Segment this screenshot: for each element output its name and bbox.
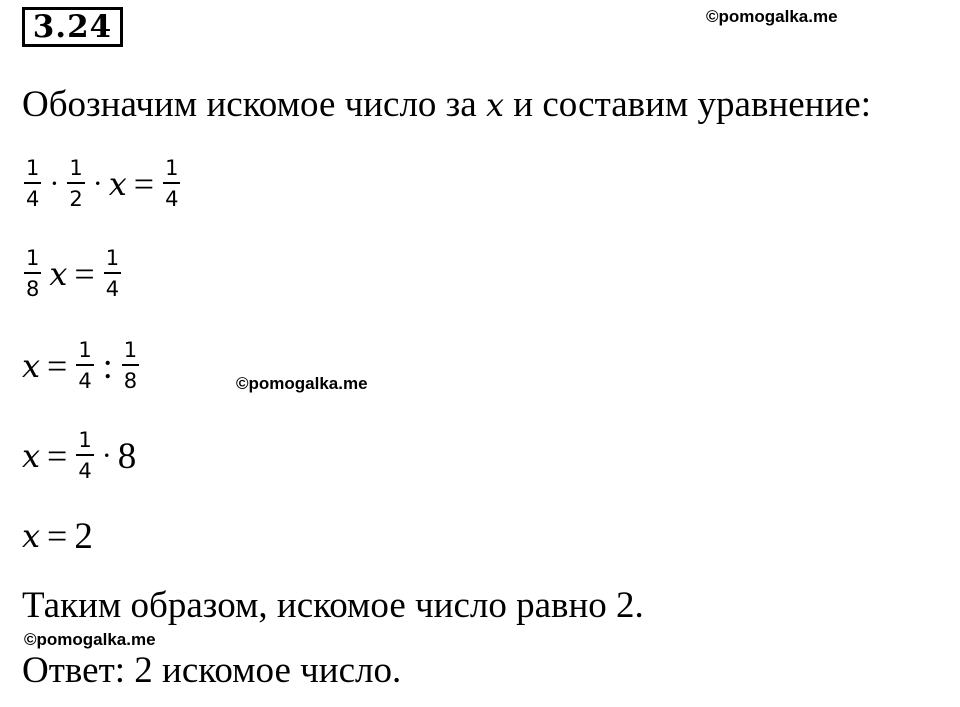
watermark-top: ©pomogalka.me — [706, 7, 838, 26]
equals-sign: = — [133, 164, 155, 204]
numerator: 1 — [26, 246, 40, 270]
numerator: 1 — [69, 156, 83, 180]
equals-sign: = — [47, 516, 68, 556]
equation-1 — [22, 150, 182, 218]
equals-sign: = — [47, 436, 68, 476]
number: 2 — [74, 515, 93, 557]
numerator: 1 — [123, 338, 138, 362]
denominator: 4 — [78, 369, 92, 393]
numerator: 1 — [78, 428, 92, 452]
fraction — [163, 158, 180, 210]
fraction — [76, 340, 93, 392]
conclusion-sentence: Таким образом, искомое число равно 2. — [22, 585, 644, 626]
variable: x — [22, 517, 41, 555]
denominator: 4 — [26, 187, 40, 211]
numerator: 1 — [78, 338, 92, 362]
equals-sign: = — [74, 254, 95, 294]
intro-sentence — [22, 86, 871, 123]
denominator: 4 — [105, 277, 120, 301]
fraction — [24, 248, 41, 300]
intro-after: и составим уравнение: — [504, 84, 871, 125]
denominator: 2 — [69, 187, 83, 211]
variable: x — [22, 347, 41, 385]
equation-2 — [22, 240, 123, 308]
answer-sentence: Ответ: 2 искомое число. — [22, 650, 402, 691]
fraction — [24, 158, 41, 210]
variable: x — [108, 165, 127, 203]
watermark-bottom: ©pomogalka.me — [24, 630, 156, 649]
denominator: 8 — [26, 277, 40, 301]
variable: x — [22, 437, 41, 475]
equation-4 — [22, 422, 136, 490]
fraction — [122, 340, 139, 392]
fraction — [76, 430, 93, 482]
fraction — [67, 158, 84, 210]
intro-before: Обозначим искомое число за — [22, 84, 486, 125]
numerator: 1 — [105, 246, 120, 270]
divide-sign: : — [102, 346, 113, 386]
multiply-sign: · — [92, 167, 103, 200]
equals-sign: = — [47, 346, 68, 386]
numerator: 1 — [26, 156, 40, 180]
number: 8 — [117, 435, 137, 477]
equation-5 — [22, 516, 93, 556]
equation-3 — [22, 332, 141, 400]
multiply-sign: · — [101, 439, 112, 472]
multiply-sign: · — [49, 167, 60, 200]
numerator: 1 — [165, 156, 179, 180]
watermark-middle: ©pomogalka.me — [236, 374, 368, 393]
denominator: 8 — [123, 369, 138, 393]
problem-number: 3.24 — [22, 7, 123, 47]
variable: x — [49, 255, 68, 293]
denominator: 4 — [78, 459, 92, 483]
denominator: 4 — [165, 187, 179, 211]
intro-variable: x — [485, 86, 505, 124]
fraction — [104, 248, 121, 300]
